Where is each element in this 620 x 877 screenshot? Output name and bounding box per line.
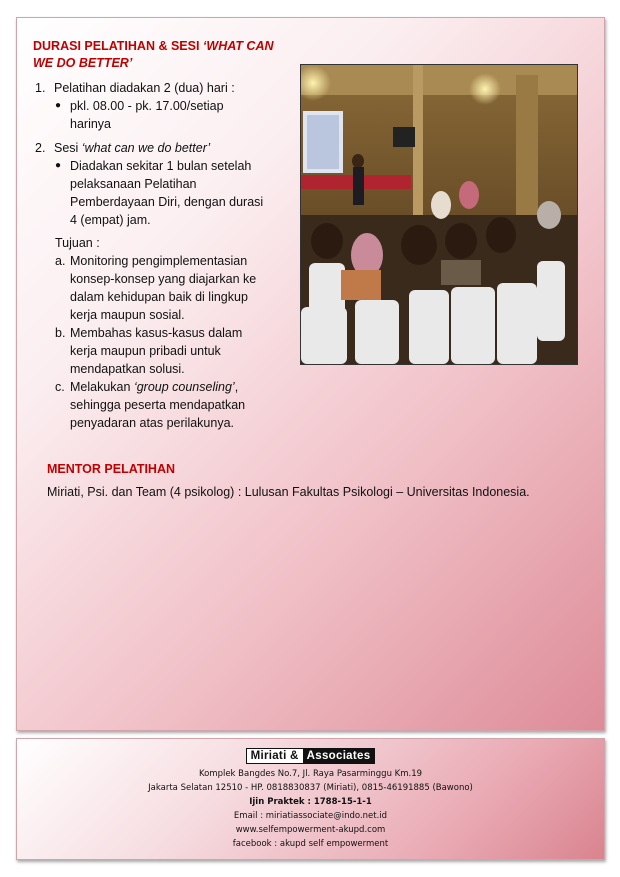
- title-italic-1: ‘WHAT CAN: [202, 39, 274, 53]
- tujuan-line: sehingga peserta mendapatkan: [70, 398, 246, 412]
- bullet-icon: ●: [55, 160, 62, 171]
- tujuan-line: dalam kehidupan baik di lingkup: [70, 290, 248, 304]
- training-session-photo: [300, 64, 578, 365]
- website: www.selfempowerment-akupd.com: [235, 825, 386, 835]
- tujuan-line: Membahas kasus-kasus dalam: [70, 326, 243, 340]
- logo-text-part1: Miriati &: [247, 749, 303, 763]
- facebook: facebook : akupd self empowerment: [232, 839, 389, 849]
- tujuan-letter: c.: [55, 380, 65, 394]
- bullet-line: harinya: [70, 117, 111, 131]
- title-italic-2: WE DO BETTER’: [33, 56, 133, 70]
- company-logo: [246, 748, 376, 764]
- tujuan-line-suffix: ,: [234, 380, 239, 394]
- logo-text-part2: Associates: [303, 749, 375, 763]
- bullet-line: 4 (empat) jam.: [70, 213, 151, 227]
- title-plain: DURASI PELATIHAN & SESI: [33, 39, 203, 53]
- tujuan-line-italic: ‘group counseling’: [133, 380, 235, 394]
- address-line: Jakarta Selatan 12510 - HP. 0818830837 (Miriati), 0815-46191885 (Bawono): [148, 783, 473, 793]
- tujuan-line: kerja maupun pribadi untuk: [70, 344, 221, 358]
- bullet-line: Diadakan sekitar 1 bulan setelah: [70, 159, 252, 173]
- tujuan-line: mendapatkan solusi.: [70, 362, 185, 376]
- mentor-heading: MENTOR PELATIHAN: [47, 462, 176, 476]
- item-number: 2.: [35, 141, 46, 155]
- footer: [16, 738, 605, 860]
- tujuan-letter: b.: [55, 326, 66, 340]
- tujuan-label: Tujuan :: [55, 236, 100, 250]
- tujuan-line-prefix: Melakukan: [70, 380, 134, 394]
- tujuan-line: penyadaran atas perilakunya.: [70, 416, 235, 430]
- bullet-line: pelaksanaan Pelatihan: [70, 177, 197, 191]
- address-line: Komplek Bangdes No.7, Jl. Raya Pasarminggu Km.19: [198, 769, 423, 779]
- mentor-text: Miriati, Psi. dan Team (4 psikolog) : Lulusan Fakultas Psikologi – Universitas Indonesia.: [47, 485, 530, 499]
- bullet-line: Pemberdayaan Diri, dengan durasi: [70, 195, 264, 209]
- bullet-line: pkl. 08.00 - pk. 17.00/setiap: [70, 99, 224, 113]
- tujuan-line: kerja maupun sosial.: [70, 308, 185, 322]
- item-label-prefix: Sesi: [54, 141, 82, 155]
- section-title: [33, 38, 283, 72]
- email: Email : miriatiassociate@indo.net.id: [233, 811, 388, 821]
- item-label-italic: ‘what can we do better’: [81, 141, 211, 155]
- license-number: Ijin Praktek : 1788-15-1-1: [249, 797, 372, 807]
- bullet-icon: ●: [55, 100, 62, 111]
- item-number: 1.: [35, 81, 46, 95]
- tujuan-line: Monitoring pengimplementasian: [70, 254, 248, 268]
- tujuan-letter: a.: [55, 254, 66, 268]
- tujuan-line: konsep-konsep yang diajarkan ke: [70, 272, 257, 286]
- item-label: Pelatihan diadakan 2 (dua) hari :: [54, 81, 235, 95]
